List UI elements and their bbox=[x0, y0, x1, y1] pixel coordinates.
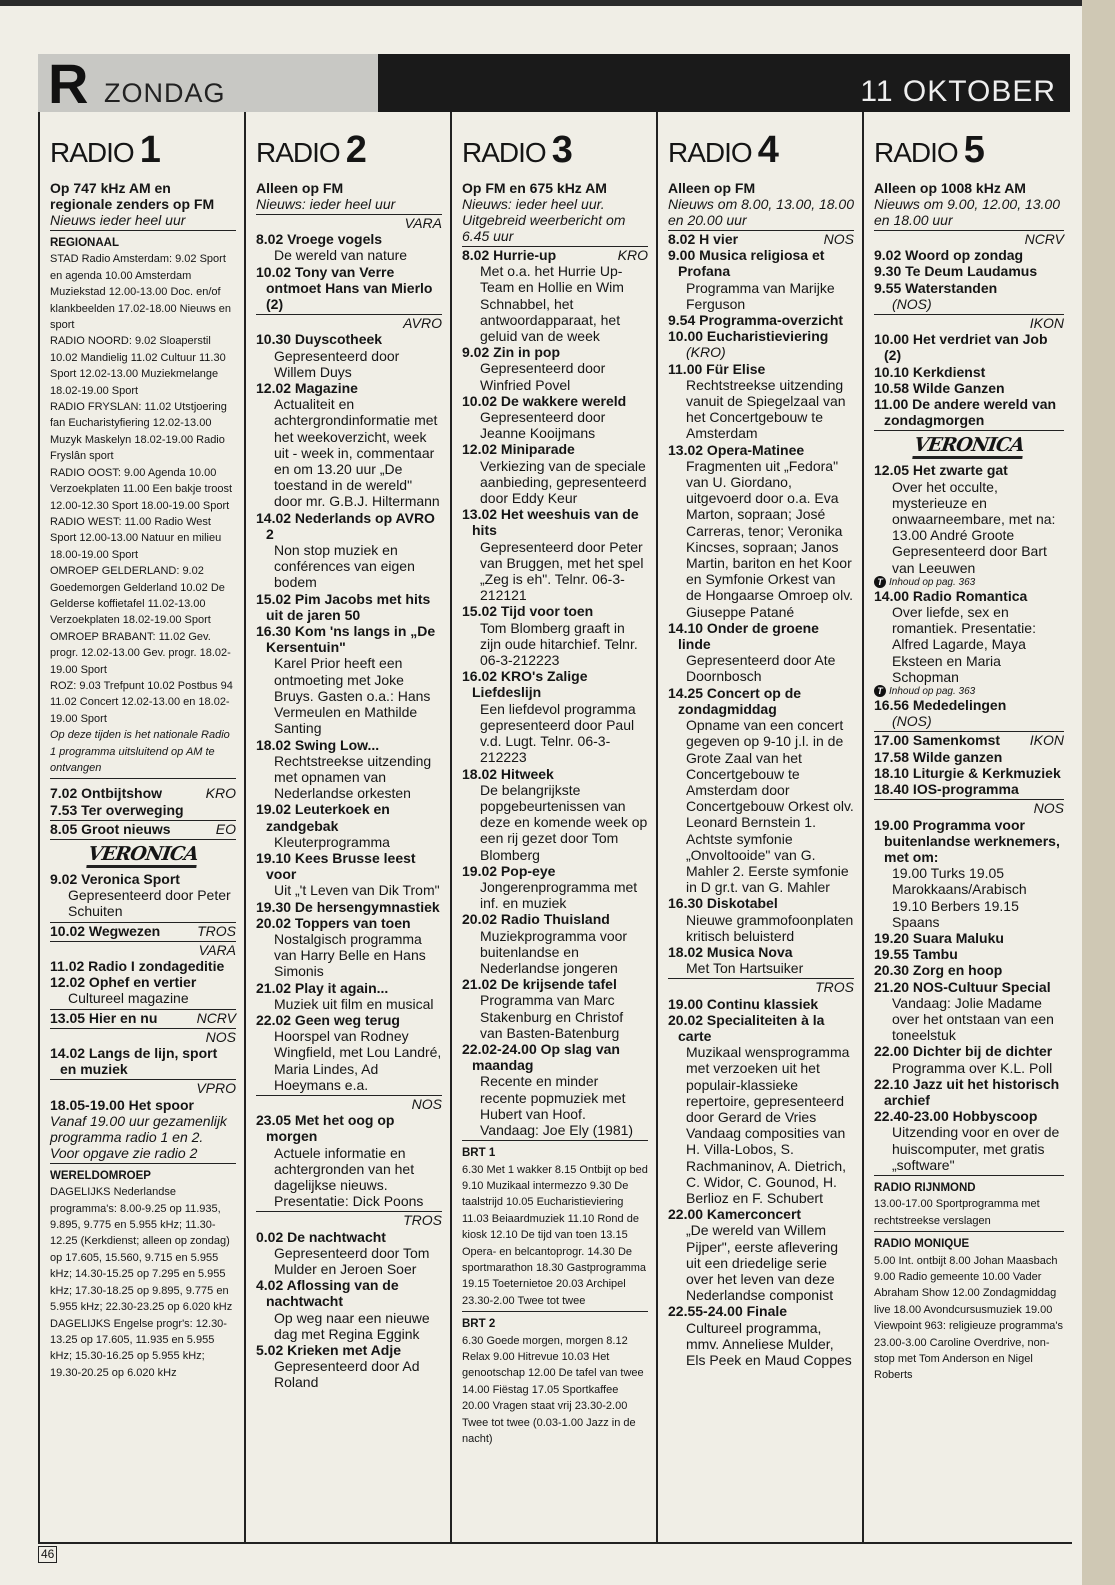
programme-title: 21.02 De krijsende tafel bbox=[462, 976, 617, 993]
programme-title: 14.25 Concert op de zondagmiddag bbox=[668, 684, 802, 717]
page-reference: T Inhoud op pag. 363 bbox=[874, 685, 1064, 697]
programme-desc: De wereld van nature bbox=[274, 247, 408, 264]
programme-desc: Vandaag: Jolie Madame over het ontstaan van een toneelstuk bbox=[892, 994, 1054, 1044]
broadcaster-label: NCRV bbox=[1024, 231, 1064, 247]
veronica-logo: VERONICA bbox=[50, 843, 236, 868]
programme-title: 9.55 Waterstanden bbox=[874, 279, 998, 296]
regional-note: Op deze tijden is het nationale Radio 1 programma uitsluitend op AM te ontvangen bbox=[50, 727, 236, 779]
programme-desc: Rechtstreekse uitzending met opnamen van Nederlandse orkesten bbox=[274, 752, 432, 802]
programme-desc: Gepresenteerd door Tom Mulder en Jeroen Soer bbox=[274, 1244, 430, 1277]
programme-desc: Over liefde, sex en romantiek. Presentatie: Alfred Lagarde, Maya Eksteen en Maria Schopman bbox=[892, 604, 1036, 685]
radio2-news: Nieuws: ieder heel uur bbox=[256, 196, 442, 215]
programme-desc: Gepresenteerd door Willem Duys bbox=[274, 347, 400, 380]
programme-title: 8.02 H vier NOS bbox=[668, 231, 854, 247]
broadcaster-label: AVRO bbox=[403, 315, 442, 332]
programme-title: 19.02 Leuterkoek en zandgebak bbox=[256, 801, 390, 834]
programme-desc: Een liefdevol programma gepresenteerd door Paul v.d. Lugt. Telnr. 06-3-212223 bbox=[480, 700, 636, 766]
programme-desc: Gepresenteerd door Peter Schuiten bbox=[50, 887, 236, 922]
programme-desc: Programma van Marc Stakenburg en Christof van Basten-Batenburg bbox=[480, 992, 624, 1041]
page-number: 46 bbox=[38, 1546, 57, 1563]
radio1-note2: Vanaf 19.00 uur gezamenlijk programma radio 1 en 2. Voor opgave zie radio 2 bbox=[50, 1113, 236, 1164]
regional-item: STAD Radio Amsterdam: 9.02 Sport en agenda 10.00 Amsterdam Muziekstad 12.00-13.00 Doc. en/of klankbeelden 17.02-18.00 Nieuws en sport bbox=[50, 253, 232, 332]
programme-desc: Muzikaal wensprogramma met verzoeken uit het populair-klassieke repertoire, gepresenteerd door Gerard de Vries Vandaag composities van H. Villa-Lobos, S. Rachmaninov, A. Dietrich, C. Widor, C. Gounod, H. Berlioz en F. Schubert bbox=[686, 1044, 850, 1206]
programme-title: 22.10 Jazz uit het historisch archief bbox=[874, 1075, 1060, 1108]
programme-title: 10.30 Duyscotheek bbox=[256, 331, 383, 348]
regional-item: OMROEP GELDERLAND: 9.02 Goedemorgen Gelderland 10.02 De Gelderse koffietafel 11.02-13.00 Verzoekplaten 18.02-19.00 Sport bbox=[50, 565, 225, 627]
programme-title: 11.02 Radio I zondageditie bbox=[50, 958, 225, 975]
radio4-news: Nieuws om 8.00, 13.00, 18.00 en 20.00 uur bbox=[668, 196, 854, 231]
programme-title: 9.02 Veronica Sport bbox=[50, 871, 180, 888]
date-title: 11 OKTOBER bbox=[860, 75, 1056, 108]
radio3-frequency: Op FM en 675 kHz AM bbox=[462, 180, 607, 196]
regional-item: RADIO FRYSLAN: 11.02 Utstjoering fan Eucharistyfiering 12.02-13.00 Muzyk Maskelyn 18.02-19.00 Radio Fryslân sport bbox=[50, 401, 227, 463]
page-header bbox=[38, 52, 1070, 115]
programme-desc: Muziekprogramma voor buitenlandse en Nederlandse jongeren bbox=[480, 927, 628, 976]
programme-title: 19.00 Continu klassiek bbox=[668, 995, 819, 1012]
header-left-band bbox=[38, 52, 378, 115]
monique-label: RADIO MONIQUE bbox=[874, 1238, 970, 1251]
programme-desc: Cultureel magazine bbox=[50, 990, 236, 1009]
programme-title: 7.02 Ontbijtshow KRO bbox=[50, 785, 236, 802]
programme-title: 17.00 Samenkomst IKON bbox=[874, 732, 1064, 749]
programme-title: 14.02 Langs de lijn, sport en muziek bbox=[50, 1045, 236, 1080]
radio3-heading: RADIO 3 bbox=[462, 129, 573, 171]
programme-title: 10.02 De wakkere wereld bbox=[462, 392, 627, 409]
regional-item: ROZ: 9.03 Trefpunt 10.02 Postbus 94 11.02 Concert 12.02-13.00 en 18.02-19.00 Sport bbox=[50, 679, 233, 725]
programme-desc: Uitzending voor en over de huiscomputer, met gratis „software" bbox=[874, 1124, 1064, 1176]
programme-desc: Verkiezing van de speciale aanbieding, gepresenteerd door Eddy Keur bbox=[480, 457, 647, 507]
programme-desc: Nieuwe grammofoonplaten kritisch beluisterd bbox=[686, 911, 854, 944]
programme-desc: Muziek uit film en musical bbox=[274, 995, 434, 1012]
programme-title: 16.30 Kom 'ns langs in „De Kersentuin" bbox=[256, 623, 436, 656]
programme-desc: Kleuterprogramma bbox=[274, 833, 390, 850]
teletext-icon: T bbox=[874, 685, 886, 697]
radio4-heading: RADIO 4 bbox=[668, 129, 779, 171]
programme-desc: Gepresenteerd door Ad Roland bbox=[274, 1358, 420, 1391]
programme-title: 8.02 Hurrie-up KRO bbox=[462, 247, 648, 263]
radio4-column bbox=[658, 112, 864, 1542]
programme-title: 9.54 Programma-overzicht bbox=[668, 312, 844, 329]
programme-title: 12.02 Miniparade bbox=[462, 441, 575, 458]
programme-desc: Met Ton Hartsuiker bbox=[668, 960, 854, 979]
radio3-news: Nieuws: ieder heel uur. Uitgebreid weerbericht om 6.45 uur bbox=[462, 196, 648, 247]
programme-desc: Opname van een concert gegeven op 9-10 j.l. in de Grote Zaal van het Concertgebouw te Amsterdam door Concertgebouw Orkest olv. Leonard Bernstein 1. Achtste symfonie „Onvoltooide" van G. Mahler 2. Eerste symfonie in D gr.t. van G. Mahler bbox=[686, 717, 854, 896]
radio2-heading: RADIO 2 bbox=[256, 129, 367, 171]
broadcaster-label: VPRO bbox=[196, 1080, 236, 1097]
programme-title: 10.10 Kerkdienst bbox=[874, 363, 986, 380]
programme-desc: Fragmenten uit „Fedora" van U. Giordano, uitgevoerd door o.a. Eva Marton, sopraan; José Carreras, tenor; Veronika Kincses, sopraan; Janos Martin, bariton en het Koor en Symfonie Orkest van de Hongaarse Omroep olv. Giuseppe Patané bbox=[686, 457, 854, 620]
programme-desc: Recente en minder recente popmuziek met Hubert van Hoof. Vandaag: Joe Ely (1981) bbox=[462, 1073, 648, 1141]
broadcaster-label: VARA bbox=[404, 215, 442, 231]
radio-columns bbox=[38, 112, 1072, 1544]
programme-title: 22.40-23.00 Hobbyscoop bbox=[874, 1108, 1038, 1125]
radio2-column bbox=[246, 112, 452, 1542]
programme-desc: Actuele informatie en achtergronden van het dagelijkse nieuws. Presentatie: Dick Poons bbox=[256, 1145, 442, 1213]
programme-title: 10.02 Tony van Verre ontmoet Hans van Mierlo (2) bbox=[256, 264, 442, 316]
monique-listing: 5.00 Int. ontbijt 8.00 Johan Maasbach 9.00 Radio gemeente 10.00 Vader Abraham Show 12.00 Zondagmiddag live 18.00 Avondcursusmuziek 19.00 Viewpoint 963: religieuze programma's 23.00-3.00 Caroline Overdrive, non-stop met Tom Anderson en Nigel Roberts bbox=[874, 1254, 1063, 1382]
programme-title: 18.05-19.00 Het spoor bbox=[50, 1096, 194, 1113]
programme-title: 20.02 Radio Thuisland bbox=[462, 911, 610, 928]
programme-title: 14.00 Radio Romantica bbox=[874, 587, 1028, 604]
broadcaster-label: NOS bbox=[1033, 800, 1064, 817]
broadcaster-label: TROS bbox=[815, 979, 854, 996]
programme-desc: Programma van Marijke Ferguson bbox=[686, 279, 835, 312]
regional-item: RADIO WEST: 11.00 Radio West Sport 12.00-13.00 Natuur en milieu 18.00-19.00 Sport bbox=[50, 515, 222, 561]
programme-title: 18.02 Hitweek bbox=[462, 765, 554, 782]
programme-title: 12.02 Ophef en vertier bbox=[50, 974, 197, 991]
programme-title: 21.02 Play it again... bbox=[256, 979, 389, 996]
programme-title: 20.02 Toppers van toen bbox=[256, 914, 411, 931]
programme-title: 18.40 IOS-programma bbox=[874, 781, 1064, 800]
programme-desc: Uit „'t Leven van Dik Trom" bbox=[274, 882, 440, 899]
programme-title: 10.00 Het verdriet van Job (2) bbox=[874, 331, 1048, 364]
programme-title: 9.02 Zin in pop bbox=[462, 344, 561, 361]
radio1-column bbox=[40, 112, 246, 1542]
programme-desc: 19.00 Turks 19.05 Marokkaans/Arabisch 19.10 Berbers 19.15 Spaans bbox=[892, 865, 1027, 930]
programme-title: 18.02 Swing Low... bbox=[256, 736, 380, 753]
programme-title: 23.05 Met het oog op morgen bbox=[256, 1112, 395, 1145]
regional-item: OMROEP BRABANT: 11.02 Gev. progr. 12.02-13.00 Gev. progr. 18.02-19.00 Sport bbox=[50, 630, 231, 676]
broadcaster-label: TROS bbox=[403, 1212, 442, 1229]
programme-title: 13.05 Hier en nu NCRV bbox=[50, 1010, 236, 1029]
programme-desc: Nostalgisch programma van Harry Belle en Hans Simonis bbox=[274, 930, 426, 980]
programme-title: 9.02 Woord op zondag bbox=[874, 247, 1024, 264]
programme-title: 11.00 De andere wereld van zondagmorgen bbox=[874, 396, 1064, 431]
broadcaster-label: NOS bbox=[411, 1095, 442, 1112]
programme-desc: Rechtstreekse uitzending vanuit de Spiegelzaal van het Concertgebouw te Amsterdam bbox=[686, 376, 846, 442]
programme-title: 16.30 Diskotabel bbox=[668, 895, 778, 912]
programme-desc: Actualiteit en achtergrondinformatie met het weekoverzicht, week uit - week in, commentaar en om 13.20 uur „De toestand in de wereld" door mr. G.B.J. Hiltermann bbox=[274, 396, 440, 510]
programme-desc: Non stop muziek en conférences van eigen bodem bbox=[274, 542, 415, 591]
programme-title: 12.05 Het zwarte gat bbox=[874, 462, 1008, 479]
programme-desc: De belangrijkste popgebeurtenissen van deze en komende week op een rij gezet door Tom Blomberg bbox=[480, 781, 648, 863]
programme-title: 19.10 Kees Brusse leest voor bbox=[256, 849, 416, 883]
magazine-spine bbox=[1082, 0, 1115, 1585]
programme-title: 7.53 Ter overweging bbox=[50, 802, 236, 821]
broadcaster-label: NOS bbox=[205, 1028, 236, 1045]
broadcaster-label: VARA bbox=[198, 941, 236, 958]
programme-title: 17.58 Wilde ganzen bbox=[874, 748, 1003, 765]
programme-title: 22.55-24.00 Finale bbox=[668, 1303, 788, 1320]
programme-desc: Tom Blomberg graaft in zijn oude hitarchief. Telnr. 06-3-212223 bbox=[480, 619, 638, 669]
radio1-heading: RADIO 1 bbox=[50, 129, 161, 171]
programme-title: 19.30 De hersengymnastiek bbox=[256, 898, 440, 915]
programme-desc: Jongerenprogramma met inf. en muziek bbox=[480, 878, 638, 912]
page-top-edge bbox=[0, 0, 1115, 6]
programme-title: 21.20 NOS-Cultuur Special bbox=[874, 978, 1051, 995]
programme-title: 10.02 Wegwezen TROS bbox=[50, 923, 236, 942]
header-right-band bbox=[378, 54, 1070, 112]
programme-title: 5.02 Krieken met Adje bbox=[256, 1342, 401, 1359]
programme-title: 12.02 Magazine bbox=[256, 380, 358, 397]
programme-title: 15.02 Pim Jacobs met hits uit de jaren 50 bbox=[256, 590, 431, 623]
programme-title: 19.55 Tambu bbox=[874, 946, 958, 963]
programme-title: 20.30 Zorg en hoop bbox=[874, 962, 1003, 979]
regional-item: RADIO NOORD: 9.02 Sloaperstil 10.02 Mandielig 11.02 Cultuur 11.30 Sport 12.02-13.00 Muziekmelange 18.02-19.00 Sport bbox=[50, 335, 226, 397]
programme-desc: Over het occulte, mysterieuze en onwaarneembare, met na: 13.00 André Groote Gepresenteerd door Bart van Leeuwen bbox=[892, 478, 1056, 576]
programme-title: 13.02 Het weeshuis van de hits bbox=[462, 506, 639, 539]
programme-title: 19.02 Pop-eye bbox=[462, 862, 556, 879]
brt2-listing: 6.30 Goede morgen, morgen 8.12 Relax 9.00 Hitrevue 10.03 Het genootschap 12.00 De tafel van twee 14.00 Fiëstag 17.05 Sportkaffee 20.00 Vragen staat vrij 23.30-2.00 Twee tot twee (0.03-1.00 Jazz in de nacht) bbox=[462, 1334, 644, 1446]
programme-title: 20.02 Specialiteiten à la carte bbox=[668, 1011, 825, 1044]
section-letter: R bbox=[48, 52, 89, 115]
veronica-logo: VERONICA bbox=[874, 434, 1064, 459]
programme-title: 19.00 Programma voor buitenlandse werknemers, met om: bbox=[874, 816, 1060, 865]
brt1-label: BRT 1 bbox=[462, 1147, 496, 1160]
radio5-news: Nieuws om 9.00, 12.00, 13.00 en 18.00 uur bbox=[874, 196, 1064, 231]
brt1-listing: 6.30 Met 1 wakker 8.15 Ontbijt op bed 9.10 Muzikaal intermezzo 9.30 De taalstrijd 10.05 Eucharistieviering 11.03 Beiaardmuziek 11.10 Rond de kiosk 12.10 De tijd van toen 13.15 Opera- en belcantoprogr. 14.30 De sportmarathon 18.30 Gastprogramma 19.15 Toeternietoe 20.03 Archipel 23.30-2.00 Twee tot twee bbox=[462, 1162, 648, 1313]
programme-title: 8.02 Vroege vogels bbox=[256, 231, 383, 248]
programme-desc: „De wereld van Willem Pijper", eerste aflevering uit een driedelige serie over het leven van deze Nederlandse componist bbox=[686, 1222, 839, 1304]
wereldomroep-item: DAGELIJKS Nederlandse programma's: 8.00-9.25 op 11.935, 9.895, 9.775 en 5.955 kHz; 11.30-12.25 (Kerkdienst; alleen op zondag) op 17.605, 15.560, 9.715 en 5.955 kHz; 14.30-15.25 op 7.295 en 5.955 kHz; 17.30-18.25 op 9.895, 9.775 en 5.955 kHz; 22.30-23.25 op 6.020 kHz bbox=[50, 1186, 233, 1314]
programme-title: 0.02 De nachtwacht bbox=[256, 1228, 386, 1245]
programme-title: 11.00 Für Elise bbox=[668, 360, 766, 377]
radio2-frequency: Alleen op FM bbox=[256, 180, 344, 196]
programme-desc: Cultureel programma, mmv. Anneliese Mulder, Els Peek en Maud Coppes bbox=[686, 1319, 852, 1369]
wereldomroep-label: WERELDOMROEP bbox=[50, 1169, 151, 1182]
radio5-heading: RADIO 5 bbox=[874, 129, 985, 171]
programme-title: 18.02 Musica Nova bbox=[668, 943, 793, 960]
programme-title: 22.02 Geen weg terug bbox=[256, 1011, 400, 1028]
programme-desc: Gepresenteerd door Winfried Povel bbox=[480, 360, 606, 393]
regional-item: RADIO OOST: 9.00 Agenda 10.00 Verzoekplaten 11.00 Een bakje troost 12.00-12.30 Sport 18.00-19.00 Sport bbox=[50, 466, 233, 512]
programme-desc: Op weg naar een nieuwe dag met Regina Eggink bbox=[274, 1309, 430, 1342]
programme-desc: Gepresenteerd door Ate Doornbosch bbox=[686, 652, 836, 685]
programme-title: 22.00 Dichter bij de dichter bbox=[874, 1043, 1053, 1060]
programme-desc: Karel Prior heeft een ontmoeting met Joke Bruys. Gasten o.a.: Hans Vermeulen en Mathilde Santing bbox=[274, 655, 431, 737]
programme-desc: (NOS) bbox=[874, 713, 1064, 732]
programme-title: 14.02 Nederlands op AVRO 2 bbox=[256, 509, 435, 542]
programme-title: 16.56 Mededelingen bbox=[874, 697, 1007, 714]
radio4-frequency: Alleen op FM bbox=[668, 180, 756, 196]
radio1-news: Nieuws ieder heel uur bbox=[50, 212, 236, 231]
day-title: ZONDAG bbox=[104, 78, 226, 108]
programme-title: 13.02 Opera-Matinee bbox=[668, 441, 805, 458]
programme-title: 10.00 Eucharistieviering bbox=[668, 328, 829, 345]
radio3-column bbox=[452, 112, 658, 1542]
programme-title: 15.02 Tijd voor toen bbox=[462, 603, 594, 620]
radio1-frequency: Op 747 kHz AM en regionale zenders op FM bbox=[50, 180, 215, 212]
broadcaster-label: IKON bbox=[1029, 315, 1064, 332]
wereldomroep-item: DAGELIJKS Engelse progr's: 12.30-13.25 op 17.605, 11.935 en 5.955 kHz; 15.30-16.25 op 5.955 kHz; 19.30-20.25 op 6.020 kHz bbox=[50, 1317, 227, 1379]
tv-guide-page bbox=[38, 52, 1070, 1561]
regionaal-label: REGIONAAL bbox=[50, 237, 119, 249]
radio5-column bbox=[864, 112, 1072, 1542]
programme-desc: Programma over K.L. Poll bbox=[892, 1059, 1053, 1076]
programme-title: 4.02 Aflossing van de nachtwacht bbox=[256, 1277, 399, 1310]
programme-title: 22.02-24.00 Op slag van maandag bbox=[462, 1040, 620, 1074]
programme-title: 9.00 Musica religiosa et Profana bbox=[668, 247, 825, 280]
programme-title: 19.20 Suara Maluku bbox=[874, 929, 1004, 946]
programme-title: 18.10 Liturgie & Kerkmuziek bbox=[874, 764, 1061, 781]
programme-title: 16.02 KRO's Zalige Liefdeslijn bbox=[462, 668, 588, 701]
programme-desc: Gepresenteerd door Jeanne Kooijmans bbox=[480, 409, 606, 442]
programme-desc: (KRO) bbox=[686, 344, 726, 361]
teletext-icon: T bbox=[874, 576, 886, 588]
programme-desc: Gepresenteerd door Peter van Bruggen, met het spel „Zeg is eh". Telnr. 06-3-212121 bbox=[480, 538, 644, 604]
programme-title: 10.58 Wilde Ganzen bbox=[874, 379, 1005, 396]
rijnmond-listing: 13.00-17.00 Sportprogramma met rechtstreekse verslagen bbox=[874, 1196, 1064, 1232]
programme-title: 8.05 Groot nieuws EO bbox=[50, 821, 236, 840]
radio5-frequency: Alleen op 1008 kHz AM bbox=[874, 180, 1026, 196]
programme-title: 9.30 Te Deum Laudamus bbox=[874, 263, 1038, 280]
brt2-label: BRT 2 bbox=[462, 1318, 496, 1331]
programme-title: 14.10 Onder de groene linde bbox=[668, 619, 819, 653]
programme-desc: (NOS) bbox=[874, 296, 1064, 315]
page-reference: T Inhoud op pag. 363 bbox=[874, 576, 1064, 588]
programme-desc: Hoorspel van Rodney Wingfield, met Lou Landré, Maria Lindes, Ad Hoeymans e.a. bbox=[256, 1028, 442, 1096]
programme-desc: Met o.a. het Hurrie Up-Team en Hollie en Wim Schnabbel, het antwoordapparaat, het geluid van de week bbox=[480, 263, 624, 345]
programme-title: 22.00 Kamerconcert bbox=[668, 1206, 802, 1223]
rijnmond-label: RADIO RIJNMOND bbox=[874, 1181, 976, 1194]
